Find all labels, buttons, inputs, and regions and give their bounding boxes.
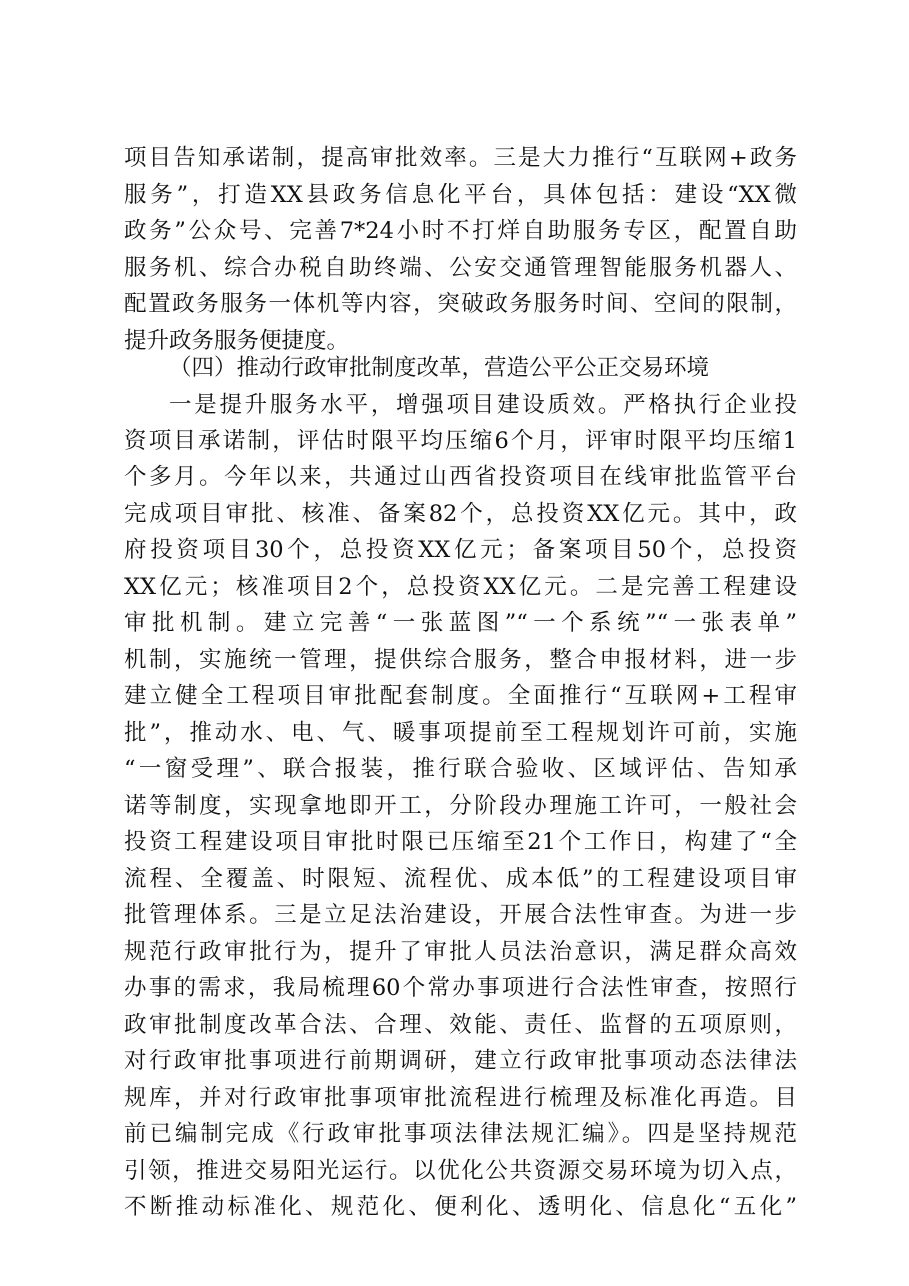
paragraph-line: 机制，实施统一管理，提供综合服务，整合申报材料，进一步 (124, 647, 797, 673)
body-line: 项目告知承诺制，提高审批效率。三是大力推行“互联网+政务 (124, 145, 797, 171)
paragraph-line: 前已编制完成《行政审批事项法律法规汇编》。四是坚持规范 (124, 1121, 797, 1147)
paragraph-line: 不断推动标准化、规范化、便利化、透明化、信息化“五化” (124, 1194, 797, 1220)
body-line: 服务”，打造XX县政务信息化平台，具体包括：建设“XX微 (124, 182, 797, 208)
paragraph-line: 审批机制。建立完善“一张蓝图”“一个系统”“一张表单” (124, 610, 797, 636)
paragraph-line: 对行政审批事项进行前期调研，建立行政审批事项动态法律法 (124, 1048, 797, 1074)
body-line: 服务机、综合办税自助终端、公安交通管理智能服务机器人、 (124, 255, 797, 281)
body-line: 配置政务服务一体机等内容，突破政务服务时间、空间的限制， (124, 291, 797, 317)
paragraph-line: 个多月。今年以来，共通过山西省投资项目在线审批监管平台 (124, 464, 797, 490)
paragraph-line: XX亿元；核准项目2个，总投资XX亿元。二是完善工程建设 (124, 574, 797, 600)
paragraph-line: 规库，并对行政审批事项审批流程进行梳理及标准化再造。目 (124, 1085, 797, 1111)
paragraph-line: 建立健全工程项目审批配套制度。全面推行“互联网+工程审 (124, 683, 797, 709)
paragraph-line: 批”，推动水、电、气、暖事项提前至工程规划许可前，实施 (124, 720, 797, 746)
paragraph-line: 办事的需求，我局梳理60个常办事项进行合法性审查，按照行 (124, 975, 797, 1001)
paragraph-line: 完成项目审批、核准、备案82个，总投资XX亿元。其中，政 (124, 501, 797, 527)
paragraph-line: 流程、全覆盖、时限短、流程优、成本低”的工程建设项目审 (124, 866, 797, 892)
body-line: 政务”公众号、完善7*24小时不打烊自助服务专区，配置自助 (124, 218, 797, 244)
paragraph-line: 资项目承诺制，评估时限平均压缩6个月，评审时限平均压缩1 (124, 428, 797, 454)
paragraph-line: 投资工程建设项目审批时限已压缩至21个工作日，构建了“全 (124, 829, 797, 855)
paragraph-line: “一窗受理”、联合报装，推行联合验收、区域评估、告知承 (124, 756, 797, 782)
paragraph-line: 府投资项目30个，总投资XX亿元；备案项目50个，总投资 (124, 537, 797, 563)
paragraph-line: 一是提升服务水平，增强项目建设质效。严格执行企业投 (169, 392, 797, 418)
paragraph-line: 诺等制度，实现拿地即开工，分阶段办理施工许可，一般社会 (124, 793, 797, 819)
paragraph-line: 规范行政审批行为，提升了审批人员法治意识，满足群众高效 (124, 939, 797, 965)
paragraph-line: 引领，推进交易阳光运行。以优化公共资源交易环境为切入点， (124, 1158, 797, 1184)
paragraph-line: 政审批制度改革合法、合理、效能、责任、监督的五项原则， (124, 1012, 797, 1038)
section-heading: （四）推动行政审批制度改革，营造公平公正交易环境 (169, 355, 710, 381)
body-line: 提升政务服务便捷度。 (124, 328, 350, 354)
paragraph-line: 批管理体系。三是立足法治建设，开展合法性审查。为进一步 (124, 902, 797, 928)
